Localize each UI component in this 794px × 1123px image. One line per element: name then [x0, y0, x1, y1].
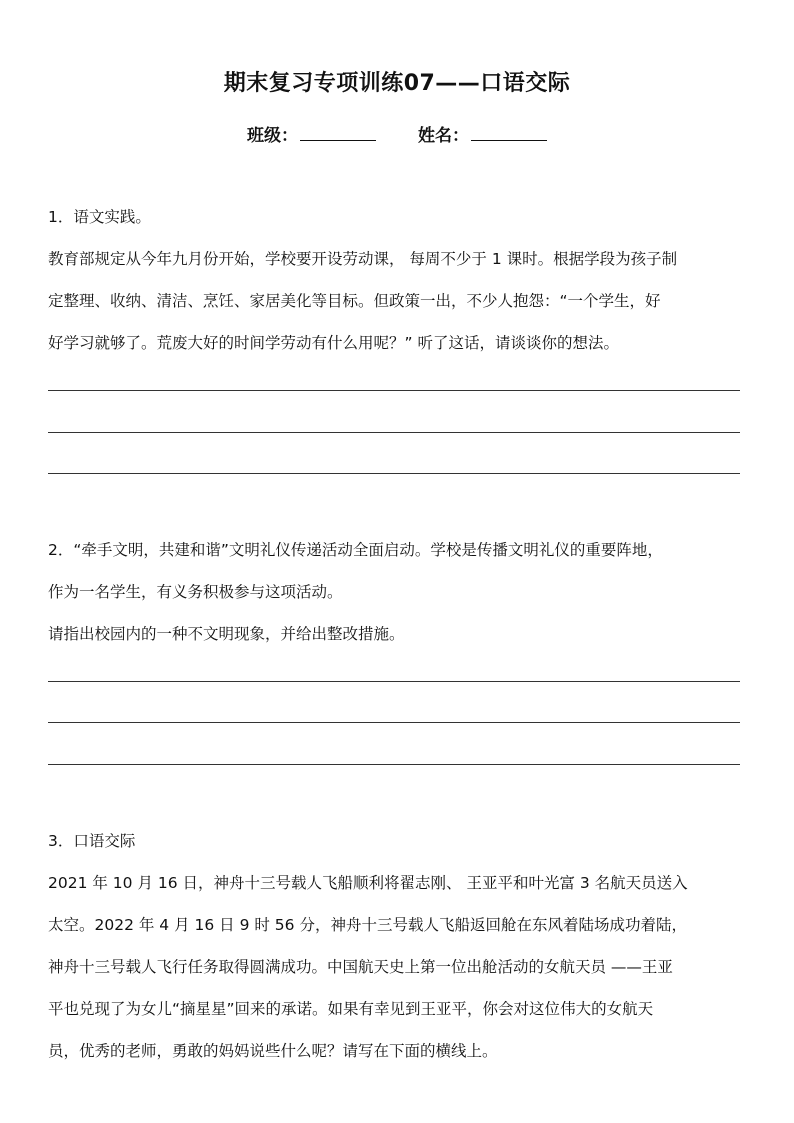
- question-2-text-line: 请指出校园内的一种不文明现象，并给出整改措施。: [48, 625, 405, 643]
- question-1-heading: 1．语文实践。: [48, 208, 151, 226]
- question-1-text-line: 教育部规定从今年九月份开始，学校要开设劳动课， 每周不少于 1 课时。根据学段为孩子制: [48, 250, 678, 268]
- question-1: [48, 202, 760, 370]
- question-2-text-line: 作为一名学生，有义务积极参与这项活动。: [48, 583, 343, 601]
- answer-line[interactable]: [48, 432, 740, 433]
- answer-line[interactable]: [48, 681, 740, 682]
- question-3: [48, 826, 760, 1078]
- answer-line[interactable]: [48, 473, 740, 474]
- class-label: 班级：: [247, 126, 299, 146]
- name-label: 姓名：: [417, 126, 469, 146]
- page-title: 期末复习专项训练07——口语交际: [223, 71, 571, 96]
- student-info: [0, 121, 794, 146]
- question-3-text-line: 平也兑现了为女儿“摘星星”回来的承诺。如果有幸见到王亚平，你会对这位伟大的女航天: [48, 1000, 654, 1018]
- class-blank[interactable]: [300, 124, 376, 141]
- question-3-text-line: 太空。2022 年 4 月 16 日 9 时 56 分，神舟十三号载人飞船返回舱在东风着陆场成功着陆，: [48, 916, 687, 934]
- question-1-text-line: 定整理、收纳、清洁、烹饪、家居美化等目标。但政策一出，不少人抱怨：“一个学生，好: [48, 292, 661, 310]
- question-2: [48, 535, 760, 661]
- class-field: [247, 121, 376, 146]
- answer-line[interactable]: [48, 722, 740, 723]
- answer-line[interactable]: [48, 390, 740, 391]
- question-1-text-line: 好学习就够了。荒废大好的时间学劳动有什么用呢？” 听了这话，请谈谈你的想法。: [48, 334, 619, 352]
- name-blank[interactable]: [471, 124, 547, 141]
- question-3-text-line: 2021 年 10 月 16 日，神舟十三号载人飞船顺利将翟志刚、 王亚平和叶光富 3 名航天员送入: [48, 874, 688, 892]
- name-field: [418, 121, 547, 146]
- question-3-text-line: 神舟十三号载人飞行任务取得圆满成功。中国航天史上第一位出舱活动的女航天员 ——王亚: [48, 958, 673, 976]
- answer-line[interactable]: [48, 764, 740, 765]
- question-3-text-line: 员，优秀的老师，勇敢的妈妈说些什么呢？请写在下面的横线上。: [48, 1042, 498, 1060]
- question-2-heading: 2．“牵手文明，共建和谐”文明礼仪传递活动全面启动。学校是传播文明礼仪的重要阵地，: [48, 541, 663, 559]
- question-3-heading: 3．口语交际: [48, 832, 136, 850]
